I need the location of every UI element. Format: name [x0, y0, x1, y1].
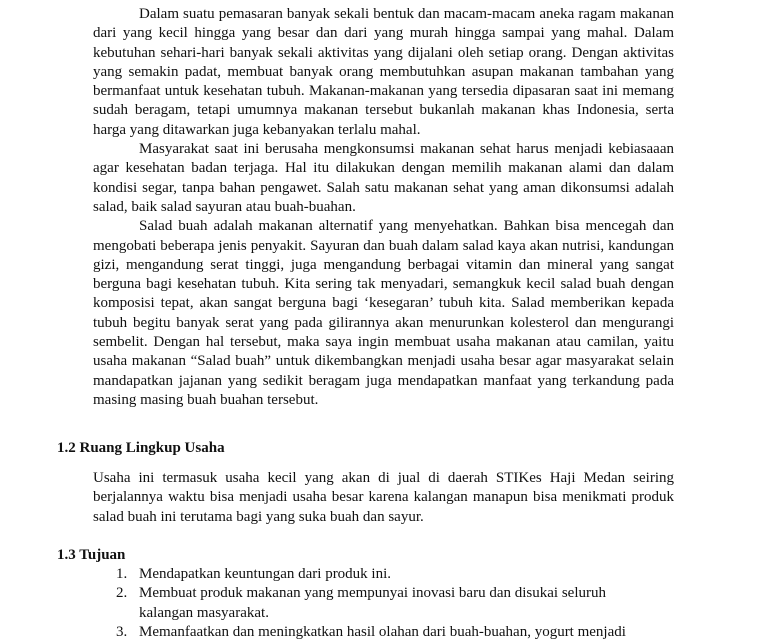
list-item-number: 3.	[116, 623, 128, 640]
scope-paragraph: Usaha ini termasuk usaha kecil yang akan di jual di daerah STIKes Haji Medan seiring berjalannya waktu bisa menjadi usaha besar karena kalangan manapun bisa menikmati produk salad buah ini terutama bagi yang suka buah dan sayur.	[93, 470, 674, 525]
section-heading-goals: 1.3 Tujuan	[57, 547, 126, 563]
list-item-number: 2.	[116, 585, 128, 602]
section-heading-scope: 1.2 Ruang Lingkup Usaha	[57, 440, 225, 456]
list-item-text: Memanfaatkan dan meningkatkan hasil olahan dari buah-buahan, yogurt menjadi	[139, 623, 626, 640]
list-item-text: Mendapatkan keuntungan dari produk ini.	[139, 566, 392, 582]
intro-paragraph-2: Masyarakat saat ini berusaha mengkonsumsi makanan sehat harus menjadi kebiasaaan agar kesehatan badan terjaga. Hal itu dilakukan dengan memilih makanan alami dan dalam kondisi segar, tanpa bahan pengawet. Salah satu makanan sehat yang aman dikonsumsi adalah salad, baik salad sayuran atau buah-buahan.	[93, 141, 674, 215]
list-item	[93, 623, 633, 642]
intro-section	[93, 5, 674, 410]
list-item-text: Membuat produk makanan yang mempunyai inovasi baru dan disukai seluruh kalangan masyarakat.	[139, 585, 606, 621]
goals-list	[93, 565, 633, 642]
list-item	[93, 565, 633, 584]
list-item	[93, 584, 633, 623]
intro-paragraph-1: Dalam suatu pemasaran banyak sekali bentuk dan macam-macam aneka ragam makanan dari yang kecil hingga yang besar dan dari yang murah hingga sampai yang mahal. Dalam kebutuhan sehari-hari banyak sekali aktivitas yang dijalani oleh setiap orang. Dengan aktivitas yang semakin padat, membuat banyak orang membutuhkan asupan makanan tambahan yang bermanfaat untuk kesehatan tubuh. Makanan-makanan yang tersedia dipasaran saat ini memang sudah beragam, tetapi umumnya makanan tersebut bukanlah makanan khas Indonesia, serta harga yang ditawarkan juga kebanyakan terlalu mahal.	[93, 6, 674, 138]
intro-paragraph-3: Salad buah adalah makanan alternatif yang menyehatkan. Bahkan bisa mencegah dan mengobati beberapa jenis penyakit. Sayuran dan buah dalam salad kaya akan nutrisi, kandungan gizi, mengandung serat tinggi, juga mengandung berbagai vitamin dan mineral yang sangat berguna bagi kesehatan tubuh. Kita sering tak menyadari, semangkuk kecil salad buah dengan komposisi tepat, akan sangat berguna bagi ‘kesegaran’ tubuh kita. Salad memberikan kepada tubuh begitu banyak serat yang pada gilirannya akan menurunkan kolesterol dan mengurangi sembelit. Dengan hal tersebut, maka saya ingin membuat usaha makanan atau camilan, yaitu usaha makanan “Salad buah” untuk dikembangkan menjadi usaha besar agar masyarakat selain mandapatkan jajanan yang sedikit beragam juga mendapatkan manfaat yang terkandung pada masing masing buah buahan tersebut.	[93, 218, 674, 408]
list-item-number: 1.	[116, 566, 128, 582]
scope-section	[93, 469, 674, 527]
